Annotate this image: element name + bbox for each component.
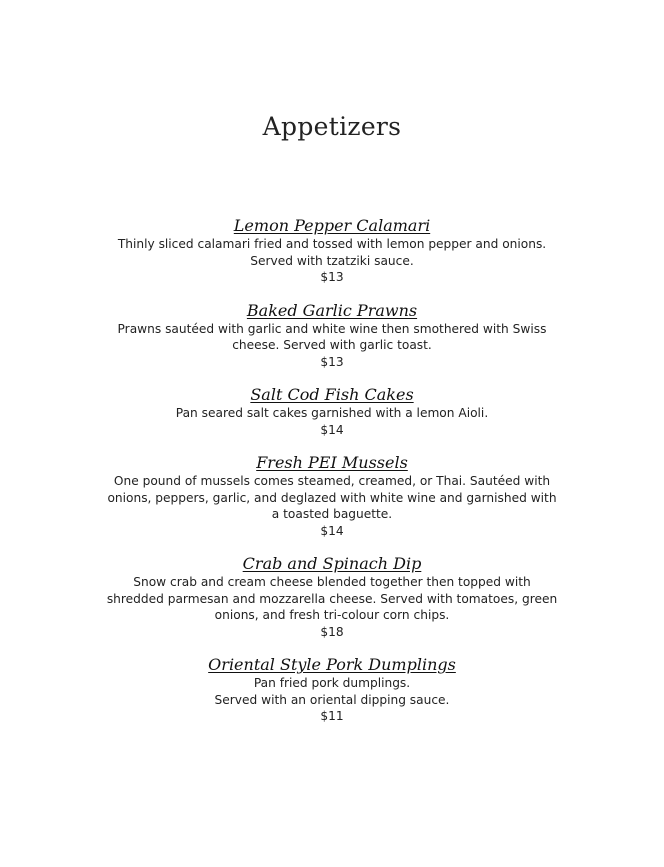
menu-item xyxy=(72,655,592,725)
menu-item xyxy=(72,385,592,438)
item-name: Lemon Pepper Calamari xyxy=(233,216,431,235)
item-description: Snow crab and cream cheese blended together then topped with shredded parmesan and mozzarella cheese. Served with tomatoes, green onions, and fresh tri-colour corn chips. xyxy=(106,575,558,622)
item-price: $13 xyxy=(320,270,344,284)
menu-items xyxy=(0,216,664,725)
item-name: Fresh PEI Mussels xyxy=(256,453,408,472)
item-description: Pan seared salt cakes garnished with a lemon Aioli. xyxy=(175,406,489,420)
item-price: $18 xyxy=(320,624,344,639)
menu-item xyxy=(72,554,592,640)
item-description: Pan fried pork dumplings. Served with an oriental dipping sauce. xyxy=(214,676,450,707)
item-description: One pound of mussels comes steamed, creamed, or Thai. Sautéed with onions, peppers, garlic, and deglazed with white wine and garnished with a toasted baguette. xyxy=(107,474,557,521)
item-name: Oriental Style Pork Dumplings xyxy=(208,655,456,674)
menu-item xyxy=(72,453,592,539)
item-description: Thinly sliced calamari fried and tossed with lemon pepper and onions. Served with tzatziki sauce. xyxy=(117,237,547,268)
item-price: $13 xyxy=(320,354,344,369)
menu-item xyxy=(72,301,592,371)
menu-item xyxy=(72,216,592,286)
page-title: Appetizers xyxy=(262,112,402,141)
item-name: Baked Garlic Prawns xyxy=(246,300,418,320)
item-price: $11 xyxy=(320,709,344,723)
item-description: Prawns sautéed with garlic and white wine then smothered with Swiss cheese. Served with garlic toast. xyxy=(117,321,547,352)
item-price: $14 xyxy=(320,422,344,437)
item-name: Crab and Spinach Dip xyxy=(242,554,422,573)
item-name: Salt Cod Fish Cakes xyxy=(250,385,414,404)
item-price: $14 xyxy=(320,523,344,538)
